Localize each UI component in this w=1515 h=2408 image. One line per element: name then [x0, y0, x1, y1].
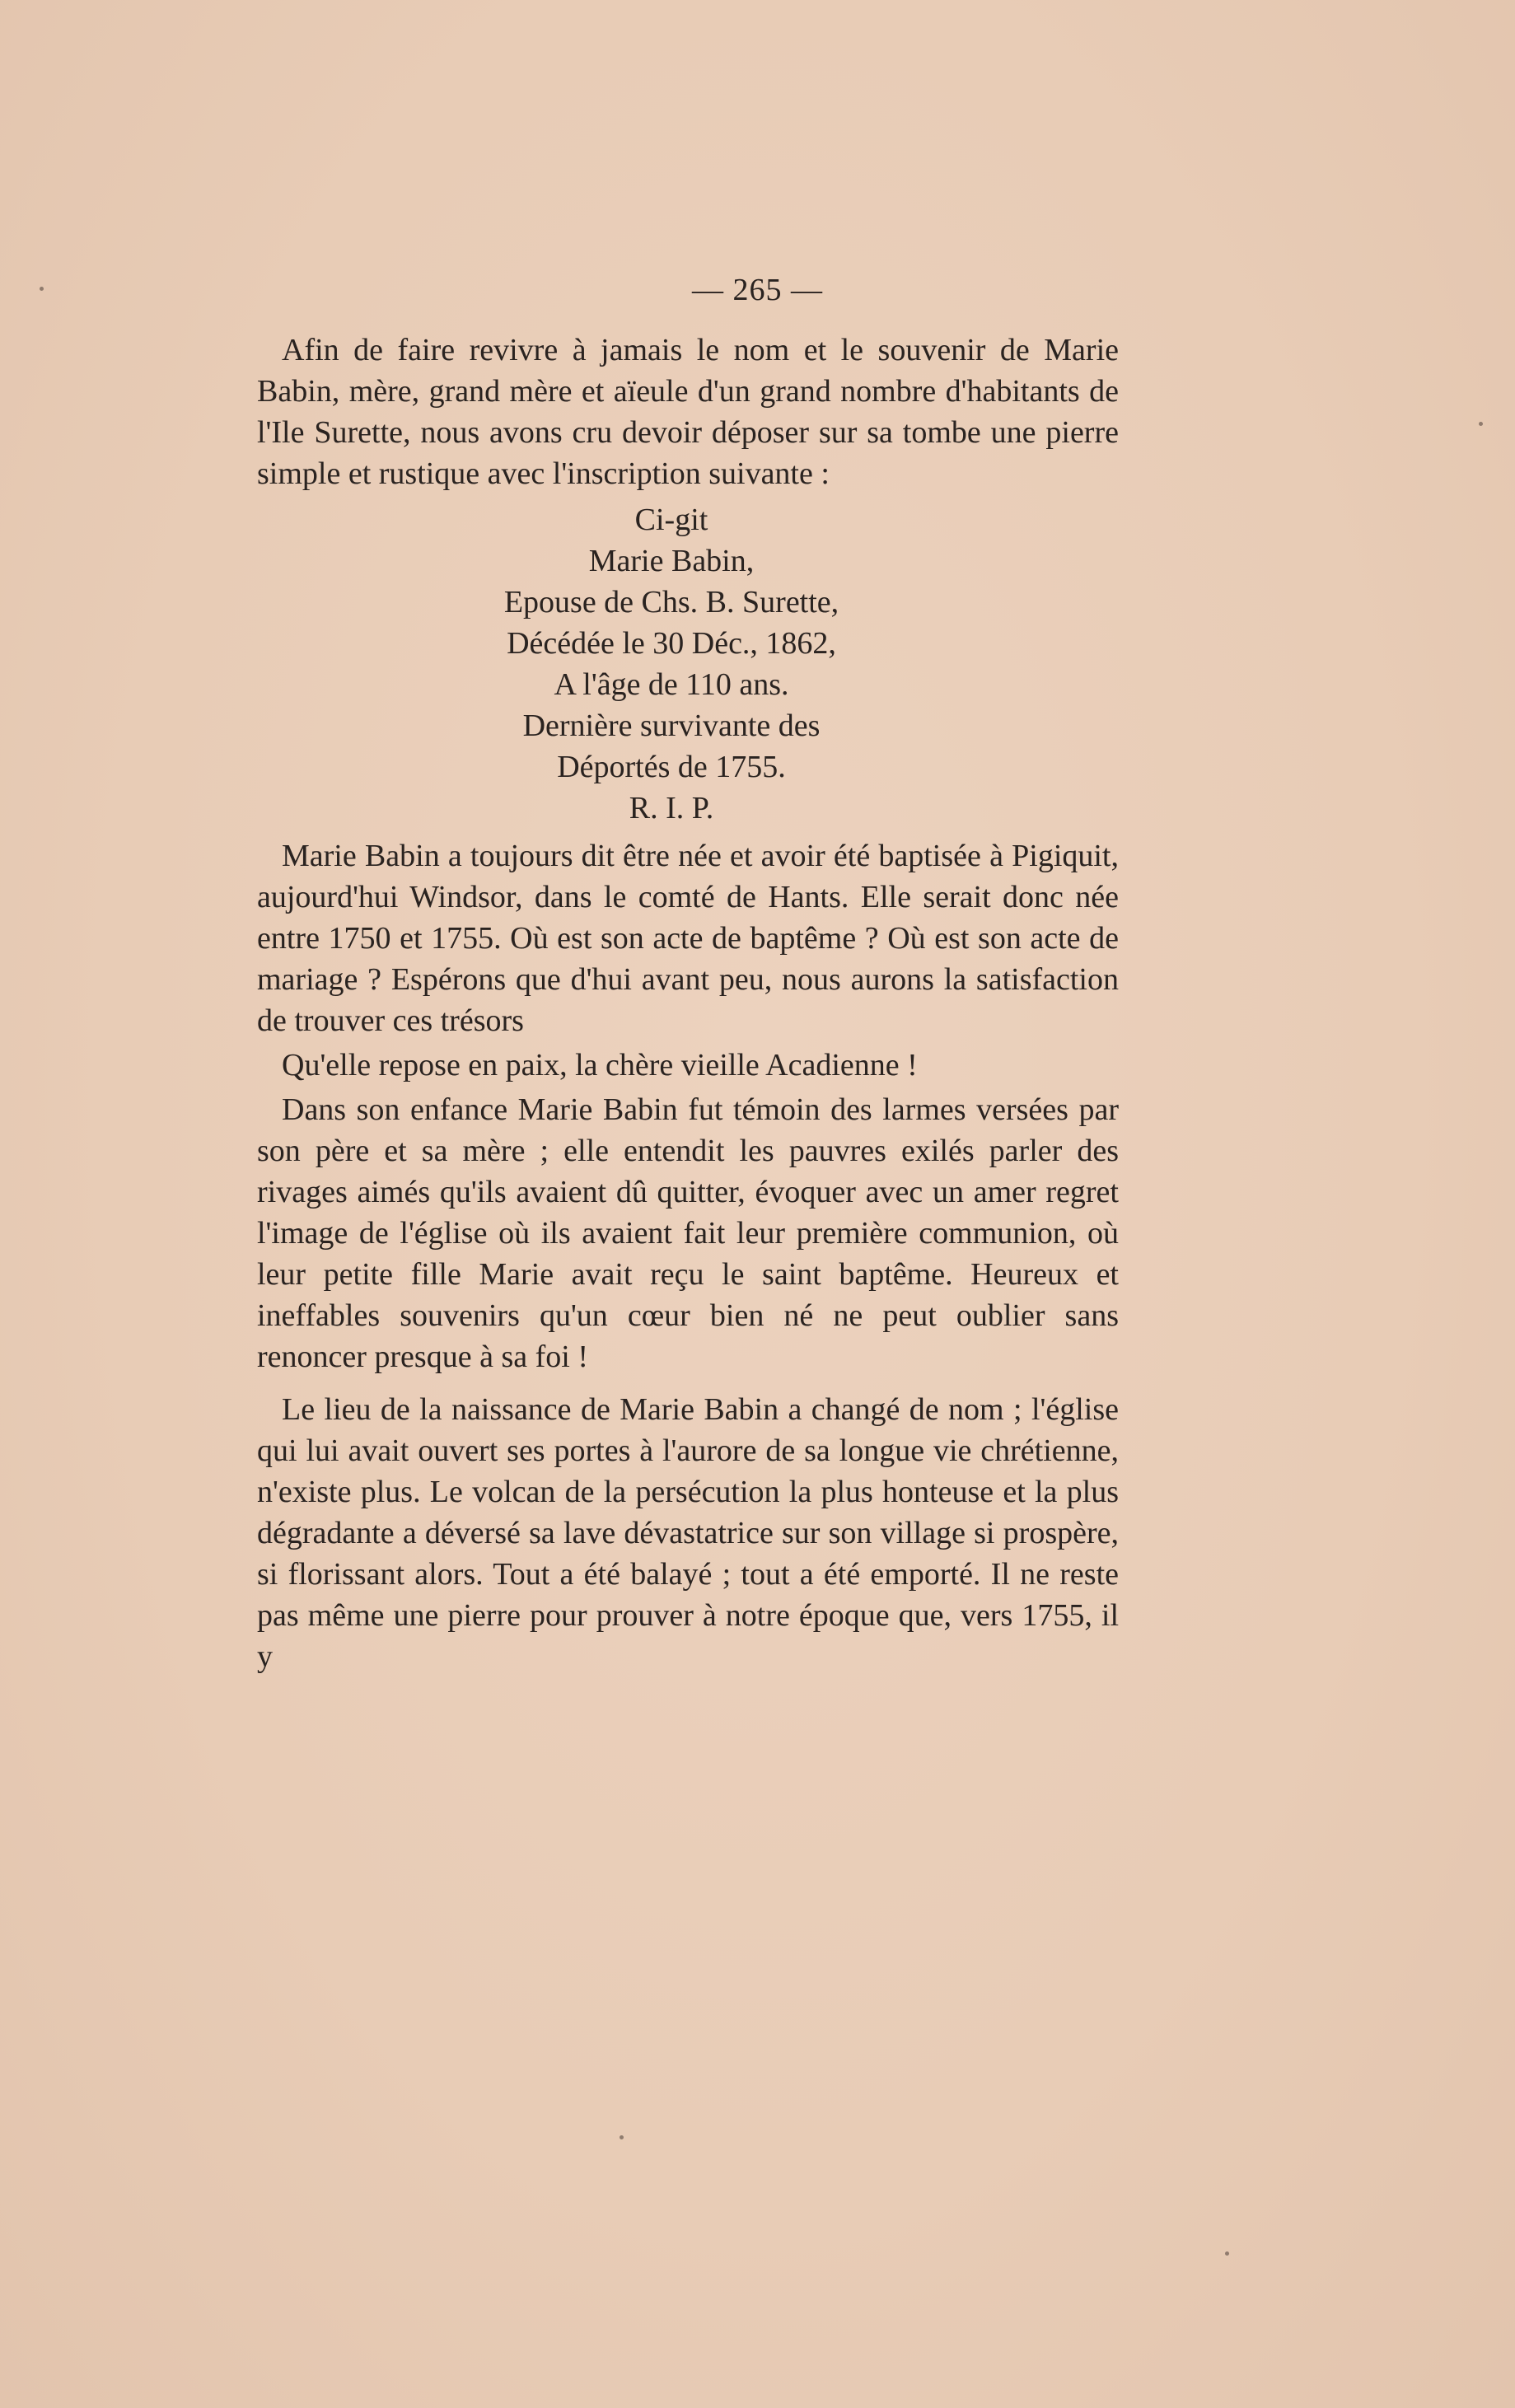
paragraph-birthplace: Le lieu de la naissance de Marie Babin a changé de nom ; l'église qui lui avait ouvert ses portes à l'aurore de sa longue vie chrétienne, n'existe plus. Le volcan de la persécution la plus honteuse et la plus dégradante a déversé sa lave dévastatrice sur son village si prospère, si florissant alors. Tout a été balayé ; tout a été emporté. Il ne reste pas même une pierre pour prouver à notre époque que, vers 1755, il y: [257, 1392, 1119, 1674]
tombstone-inscription: [257, 499, 1119, 829]
inscription-line: Epouse de Chs. B. Surette,: [503, 585, 839, 620]
inscription-line: A l'âge de 110 ans.: [554, 667, 789, 702]
paper-speck: [1479, 422, 1483, 426]
inscription-line: Marie Babin,: [588, 544, 755, 578]
page-number: — 265 —: [692, 273, 823, 307]
paragraph-intro: Afin de faire revivre à jamais le nom et le souvenir de Marie Babin, mère, grand mère et aïeule d'un grand nombre d'habitants de l'Ile Surette, nous avons cru devoir déposer sur sa tombe une pierre simple et rustique avec l'inscription suivante :: [257, 333, 1119, 491]
paragraph-birth: Marie Babin a toujours dit être née et avoir été baptisée à Pigiquit, aujourd'hui Windsor, dans le comté de Hants. Elle serait donc née entre 1750 et 1755. Où est son acte de baptême ? Où est son acte de mariage ? Espérons que d'hui avant peu, nous aurons la satisfaction de trouver ces trésors: [257, 839, 1119, 1038]
inscription-line: Dernière survivante des: [522, 708, 821, 743]
paragraph-childhood: Dans son enfance Marie Babin fut témoin des larmes versées par son père et sa mère ; elle entendit les pauvres exilés parler des rivages aimés qu'ils avaient dû quitter, évoquer avec un amer regret l'image de l'église où ils avaient fait leur première communion, où leur petite fille Marie avait reçu le saint baptême. Heureux et ineffables souvenirs qu'un cœur bien né ne peut oublier sans renoncer presque à sa foi !: [257, 1092, 1119, 1374]
paper-speck: [40, 287, 44, 291]
paper-speck: [1225, 2251, 1229, 2256]
inscription-line: Ci-git: [634, 503, 708, 537]
paper-speck: [620, 2135, 624, 2139]
inscription-line: Décédée le 30 Déc., 1862,: [507, 626, 836, 661]
paragraph-rest-in-peace: Qu'elle repose en paix, la chère vieille Acadienne !: [282, 1048, 918, 1082]
inscription-line: R. I. P.: [629, 791, 714, 825]
inscription-line: Déportés de 1755.: [557, 750, 786, 784]
body-text: [257, 330, 1119, 1677]
